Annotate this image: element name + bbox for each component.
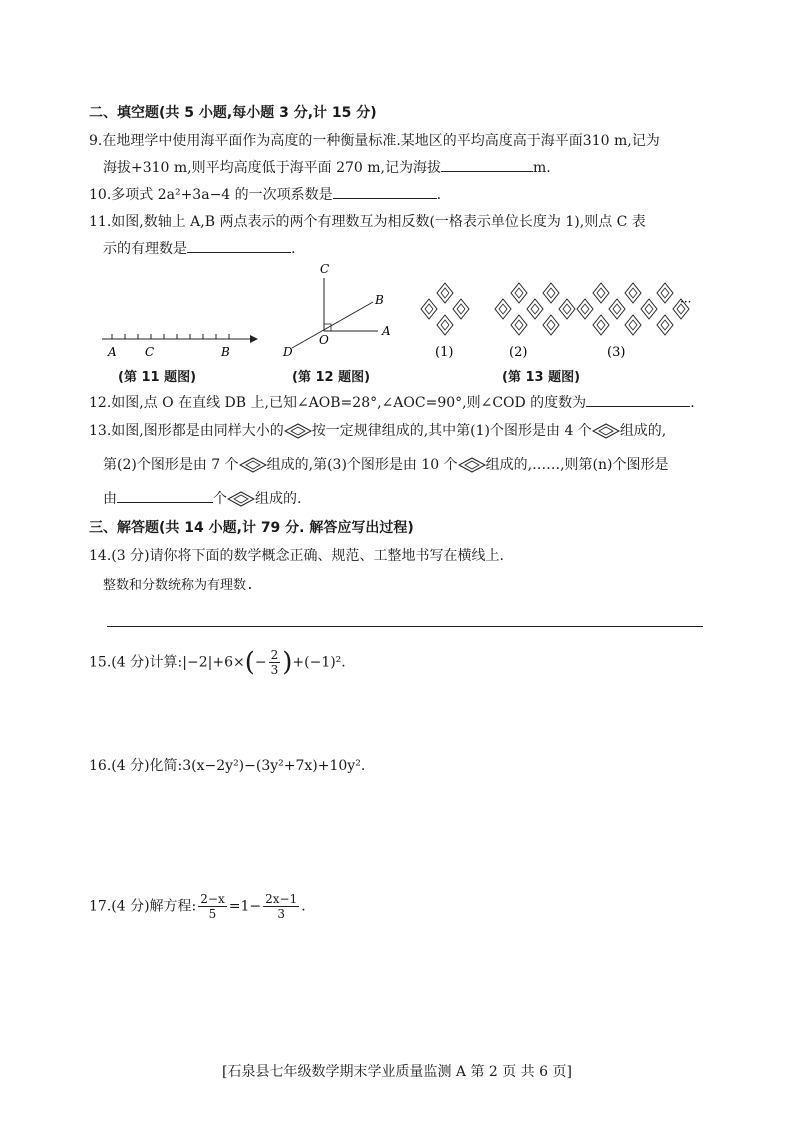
point-label-b: B [221, 345, 230, 359]
fraction-left-denominator: 5 [208, 907, 217, 921]
double-diamond-icon [239, 457, 267, 473]
question-16: 16.(4 分)化简:3(x−2y²)−(3y²+7x)+10y². [89, 758, 366, 774]
pattern-label-2: (2) [509, 345, 528, 360]
question-14: 14.(3 分)请你将下面的数学概念正确、规范、工整地书写在横线上. [89, 548, 504, 564]
pattern-2 [495, 283, 575, 335]
vertex-label-o: O [319, 333, 329, 347]
question-10 [89, 184, 441, 205]
question-13-text-g: 由 [103, 491, 117, 507]
question-9-line-1: 9.在地理学中使用海平面作为高度的一种衡量标准.某地区的平均高度高于海平面310 m,记为 [89, 133, 660, 149]
fraction-two-thirds [269, 648, 281, 677]
question-13-line-1 [89, 421, 666, 441]
pattern-3 [577, 283, 692, 335]
right-paren: ) [282, 647, 293, 678]
question-13-text-h: 个 [213, 491, 227, 507]
continuation-ellipsis: ··· [680, 295, 692, 309]
question-17 [89, 892, 306, 921]
question-9-unit: m. [532, 160, 551, 176]
figure-12-angle-diagram [278, 260, 398, 360]
question-13-text-b: 按一定规律组成的,其中第(1)个图形是由 4 个 [311, 423, 592, 439]
point-label-a: A [108, 345, 117, 359]
question-10-text: 10.多项式 2a²+3a−4 的一次项系数是 [89, 187, 333, 203]
figure-13-diamond-patterns [415, 280, 705, 365]
pattern-label-1: (1) [435, 345, 454, 360]
question-15-tail: +(−1)². [292, 654, 346, 671]
question-9-text: 海拔+310 m,则平均高度低于海平面 270 m,记为海拔 [103, 160, 441, 176]
question-10-period: . [436, 187, 442, 203]
answer-blank-10[interactable] [333, 184, 437, 199]
answer-blank-11[interactable] [187, 238, 291, 253]
question-11-period: . [291, 241, 296, 257]
double-diamond-icon [227, 491, 255, 507]
section-heading-fill-in: 二、填空题(共 5 小题,每小题 3 分,计 15 分) [89, 105, 377, 121]
ray-label-c: C [320, 262, 330, 276]
question-15 [89, 648, 346, 677]
double-diamond-icon [284, 423, 312, 439]
negative-sign: − [254, 654, 267, 671]
question-13-text-i: 组成的. [255, 491, 302, 507]
question-12-text: 12.如图,点 O 在直线 DB 上,已知∠AOB=28°,∠AOC=90°,则∠COD 的度数为 [89, 395, 587, 411]
question-13-text-e: 组成的,第(3)个图形是由 10 个 [266, 457, 458, 473]
question-11-text: 示的有理数是 [103, 241, 187, 257]
answer-blank-9[interactable] [441, 157, 533, 172]
section-heading-solve: 三、解答题(共 14 小题,计 79 分. 解答应写出过程) [89, 520, 414, 536]
pattern-1 [421, 283, 469, 335]
fraction-left-numerator: 2−x [200, 892, 225, 906]
fraction-right-numerator: 2x−1 [265, 892, 298, 906]
question-17-text: 17.(4 分)解方程: [89, 898, 197, 915]
figure-11-caption: (第 11 题图) [118, 370, 197, 385]
fraction-denominator: 3 [270, 663, 279, 677]
fraction-left [198, 892, 226, 921]
fraction-right-denominator: 3 [277, 907, 285, 921]
point-label-c: C [145, 345, 155, 359]
question-13-line-3 [103, 488, 301, 509]
question-17-period: . [301, 898, 306, 915]
answer-line-14[interactable] [107, 626, 703, 627]
fraction-right [263, 892, 299, 921]
answer-blank-12[interactable] [586, 392, 690, 407]
question-13-text-c: 组成的, [619, 423, 667, 439]
fraction-numerator: 2 [270, 648, 279, 662]
question-9-line-2 [103, 157, 551, 178]
question-12-period: . [690, 395, 695, 411]
question-12 [89, 392, 695, 413]
question-15-text: 15.(4 分)计算:|−2|+6× [89, 654, 245, 671]
question-13-text-d: 第(2)个图形是由 7 个 [103, 457, 239, 473]
pattern-label-3: (3) [607, 345, 626, 360]
figure-11-number-line [100, 325, 260, 365]
page-footer: [石泉县七年级数学期末学业质量监测 A 第 2 页 共 6 页] [222, 1064, 572, 1080]
math-concept-text: 整数和分数统称为有理数. [103, 578, 254, 593]
question-11-line-1: 11.如图,数轴上 A,B 两点表示的两个有理数互为相反数(一格表示单位长度为 1),则点 C 表 [89, 214, 646, 230]
answer-blank-13[interactable] [117, 488, 213, 503]
left-paren: ( [244, 647, 255, 678]
ray-label-b: B [375, 293, 384, 307]
ray-label-a: A [382, 324, 391, 338]
question-11-line-2 [103, 238, 295, 259]
equation-middle: =1− [228, 898, 262, 915]
double-diamond-icon [458, 457, 486, 473]
double-diamond-icon [592, 423, 620, 439]
question-13-text-f: 组成的,……,则第(n)个图形是 [485, 457, 669, 473]
question-13-line-2 [103, 455, 668, 475]
question-13-text-a: 13.如图,图形都是由同样大小的 [89, 423, 284, 439]
figure-13-caption: (第 13 题图) [502, 370, 581, 385]
ray-label-d: D [283, 345, 293, 359]
figure-12-caption: (第 12 题图) [292, 370, 371, 385]
